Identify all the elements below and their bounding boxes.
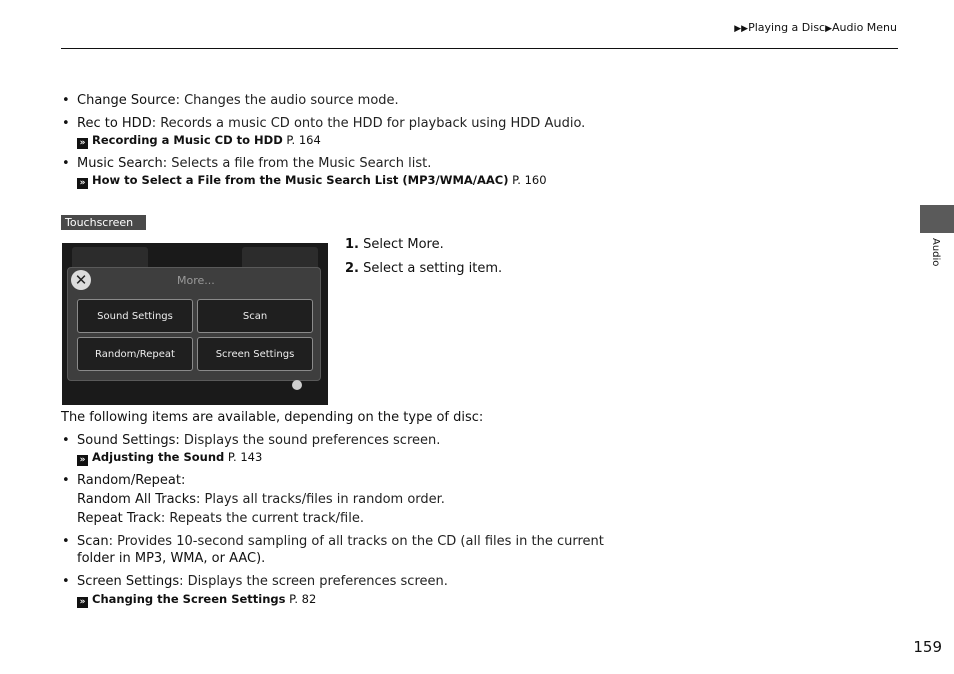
sub-item-random-all (77, 491, 445, 508)
reference-arrow-icon: » (77, 178, 88, 189)
desc-change-source: : Changes the audio source mode. (175, 93, 399, 108)
step-emphasis: More (407, 237, 440, 252)
step-number: 1. (345, 237, 359, 252)
ref-page: P. 160 (508, 173, 547, 187)
ref-page: P. 82 (285, 592, 317, 606)
ref-page: P. 164 (282, 133, 321, 147)
desc-screen-settings: : Displays the screen preferences screen. (179, 574, 448, 589)
side-tab-label: Audio (930, 238, 941, 267)
page-number: 159 (913, 638, 942, 656)
term-music-search: Music Search: (77, 156, 168, 171)
desc-scan: : Provides 10-second sampling of all tracks on the CD (all files in the current (108, 534, 604, 549)
step-number: 2. (345, 261, 359, 276)
list-item-scan (62, 533, 604, 550)
breadcrumb (734, 21, 897, 34)
ref-link-music-search[interactable] (77, 173, 547, 189)
term-random-repeat: Random/Repeat: (77, 473, 186, 488)
bullet: • (62, 433, 70, 448)
ref-title: Changing the Screen Settings (92, 592, 286, 606)
header-rule (61, 48, 898, 49)
intro-text: The following items are available, depending on the type of disc: (61, 410, 484, 425)
sub-item-repeat-track (77, 510, 364, 527)
sound-settings-button[interactable]: Sound Settings (77, 299, 193, 333)
desc-sound-settings: Displays the sound preferences screen. (179, 433, 441, 448)
ref-page: P. 143 (224, 450, 263, 464)
step-1 (345, 237, 444, 252)
term-scan: Scan (77, 534, 109, 549)
reference-arrow-icon: » (77, 597, 88, 608)
list-item-rec-to-hdd (62, 115, 586, 132)
ref-title: Adjusting the Sound (92, 450, 225, 464)
term-sound-settings: Sound Settings: (77, 433, 180, 448)
desc-random-all-tracks: : Plays all tracks/files in random order. (196, 492, 445, 507)
step-text-end: . (439, 237, 444, 252)
list-item-sound-settings (62, 432, 441, 449)
term-repeat-track: Repeat Track (77, 511, 161, 526)
screen-knob-icon (292, 380, 302, 390)
desc-rec-to-hdd: : Records a music CD onto the HDD for playback using HDD Audio. (151, 116, 586, 131)
reference-arrow-icon: » (77, 455, 88, 466)
scan-button[interactable]: Scan (197, 299, 313, 333)
close-icon[interactable]: ✕ (71, 270, 91, 290)
list-item-change-source (62, 92, 399, 109)
ref-link-screen-settings[interactable] (77, 592, 316, 608)
breadcrumb-item-playing-disc[interactable]: Playing a Disc (748, 21, 826, 34)
desc-music-search: Selects a file from the Music Search list. (167, 156, 432, 171)
bullet: • (62, 93, 70, 108)
breadcrumb-separator: ▶ (825, 24, 833, 34)
term-rec-to-hdd: Rec to HDD (77, 116, 152, 131)
list-item-scan-cont: folder in MP3, WMA, or AAC). (77, 551, 266, 566)
bullet: • (62, 574, 70, 589)
ref-title: How to Select a File from the Music Search List (MP3/WMA/AAC) (92, 173, 509, 187)
ref-link-recording-cd[interactable] (77, 133, 321, 149)
random-repeat-button[interactable]: Random/Repeat (77, 337, 193, 371)
desc-repeat-track: : Repeats the current track/file. (160, 511, 364, 526)
step-text: Select (358, 237, 408, 252)
bullet: • (62, 116, 70, 131)
bullet: • (62, 473, 70, 488)
ref-link-adjusting-sound[interactable] (77, 450, 262, 466)
dialog-title: More... (177, 274, 215, 287)
ref-title: Recording a Music CD to HDD (92, 133, 283, 147)
more-menu-screenshot (62, 243, 328, 405)
reference-arrow-icon: » (77, 138, 88, 149)
touchscreen-label: Touchscreen (61, 215, 146, 230)
step-2 (345, 261, 502, 276)
list-item-screen-settings (62, 573, 448, 590)
term-change-source: Change Source (77, 93, 176, 108)
step-text: Select a setting item. (358, 261, 503, 276)
term-random-all-tracks: Random All Tracks (77, 492, 196, 507)
list-item-random-repeat (62, 472, 186, 489)
bullet: • (62, 156, 70, 171)
term-screen-settings: Screen Settings (77, 574, 180, 589)
breadcrumb-item-audio-menu[interactable]: Audio Menu (832, 21, 897, 34)
screen-settings-button[interactable]: Screen Settings (197, 337, 313, 371)
breadcrumb-arrows: ▶▶ (734, 24, 749, 34)
bullet: • (62, 534, 70, 549)
side-tab[interactable] (920, 205, 954, 233)
list-item-music-search (62, 155, 432, 172)
